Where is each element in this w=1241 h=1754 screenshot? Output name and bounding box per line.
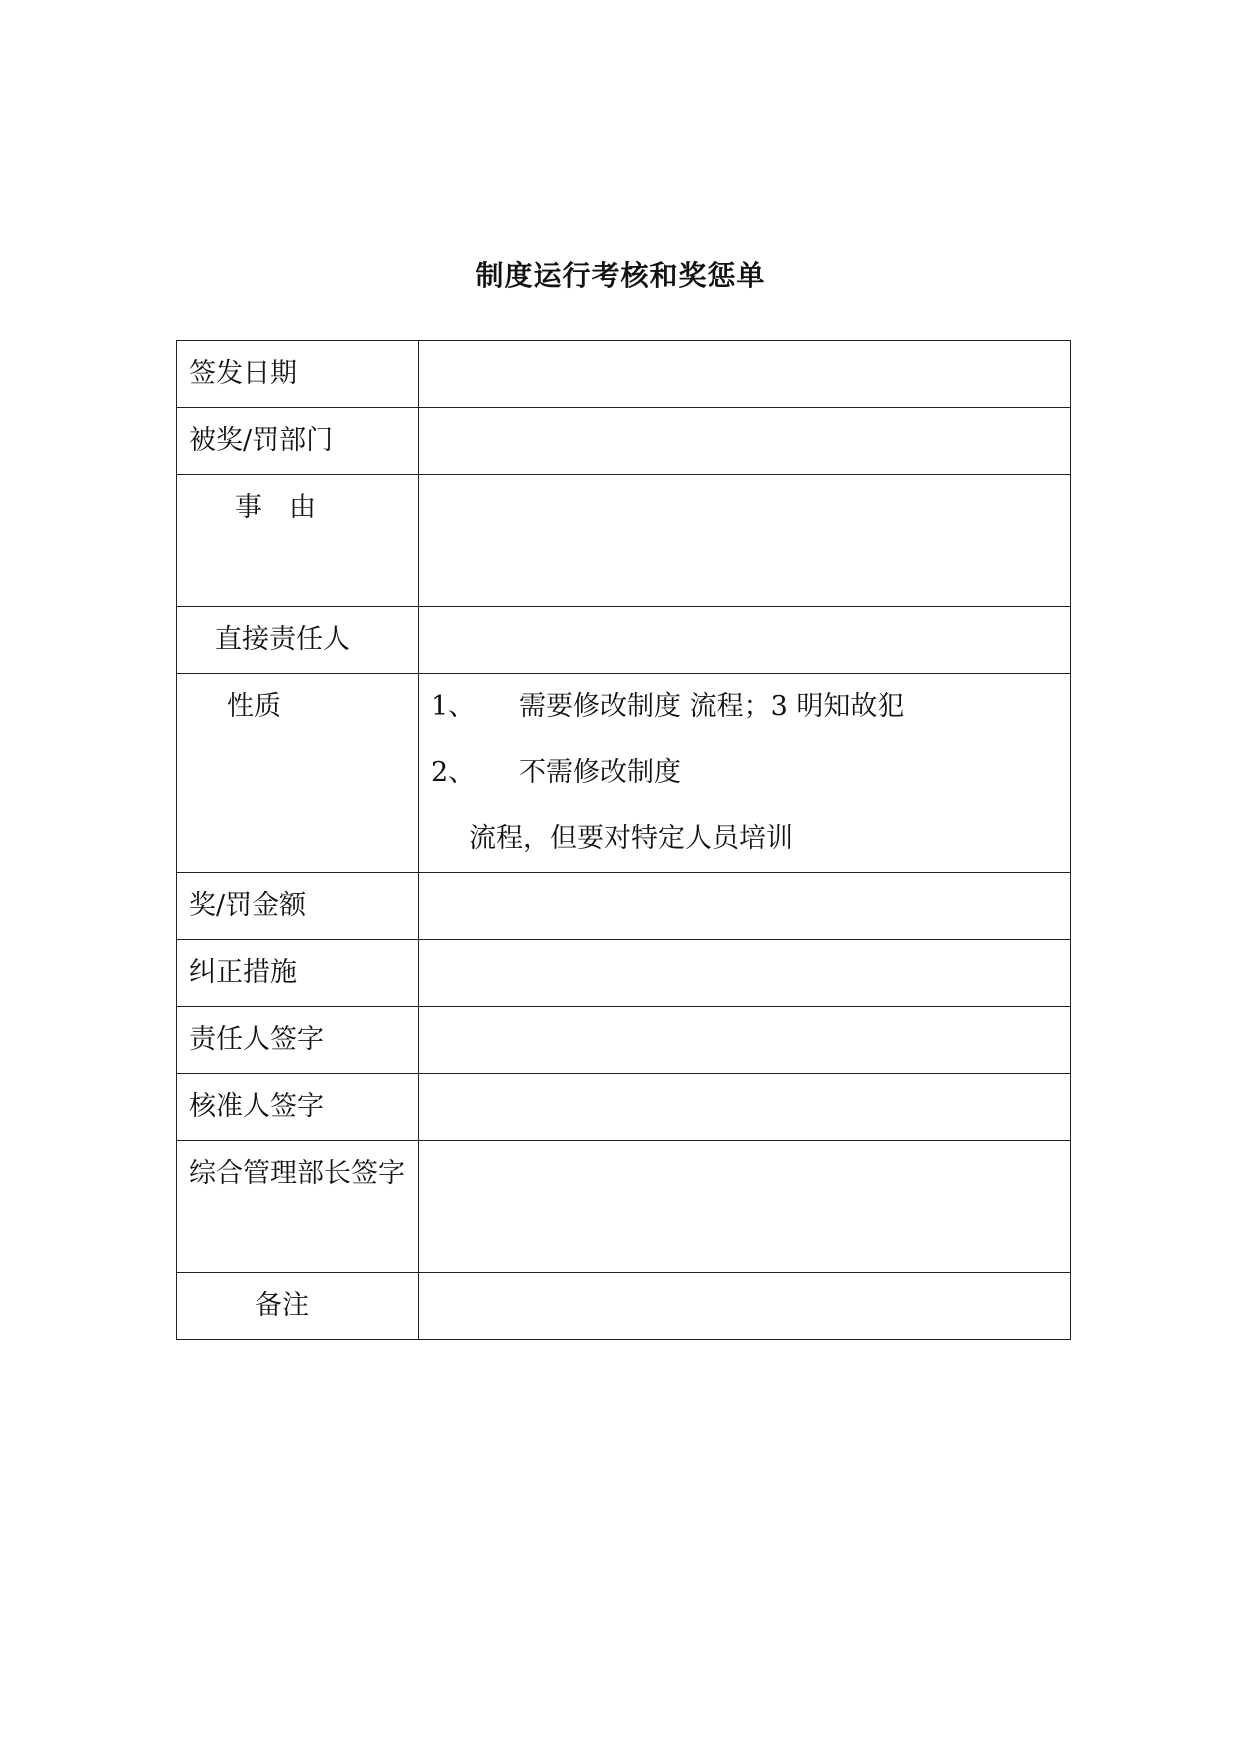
row-approver-signature (177, 1074, 1071, 1141)
label-nature: 性质 (177, 674, 419, 873)
reward-penalty-form (176, 340, 1071, 1340)
value-responsible-person[interactable] (419, 607, 1071, 674)
label-amount: 奖/罚金额 (177, 873, 419, 940)
row-amount (177, 873, 1071, 940)
value-resp-signature[interactable] (419, 1007, 1071, 1074)
value-nature (419, 674, 1071, 873)
nature-option-2-continued (431, 806, 1058, 872)
label-admin-signature: 综合管理部长签字 (177, 1141, 419, 1273)
label-reason: 事 由 (177, 475, 419, 607)
label-responsible-person: 直接责任人 (177, 607, 419, 674)
nature-option-2 (431, 740, 1058, 806)
nature-option-1-number: 1、 (431, 691, 476, 722)
row-responsible-person (177, 607, 1071, 674)
label-issue-date: 签发日期 (177, 341, 419, 408)
nature-option-2-continued-text: 流程，但要对特定人员培训 (469, 823, 793, 854)
value-approver-signature[interactable] (419, 1074, 1071, 1141)
row-department (177, 408, 1071, 475)
label-resp-signature: 责任人签字 (177, 1007, 419, 1074)
row-remarks (177, 1273, 1071, 1340)
value-corrective[interactable] (419, 940, 1071, 1007)
value-amount[interactable] (419, 873, 1071, 940)
page-title: 制度运行考核和奖惩单 (475, 259, 766, 292)
row-resp-signature (177, 1007, 1071, 1074)
row-admin-signature (177, 1141, 1071, 1273)
label-department: 被奖/罚部门 (177, 408, 419, 475)
label-approver-signature: 核准人签字 (177, 1074, 419, 1141)
nature-option-1-text: 需要修改制度 流程；3 明知故犯 (519, 691, 905, 722)
value-issue-date[interactable] (419, 341, 1071, 408)
row-nature (177, 674, 1071, 873)
nature-option-2-text: 不需修改制度 (519, 757, 681, 788)
value-admin-signature[interactable] (419, 1141, 1071, 1273)
value-remarks[interactable] (419, 1273, 1071, 1340)
row-issue-date (177, 341, 1071, 408)
value-department[interactable] (419, 408, 1071, 475)
nature-option-1 (431, 674, 1058, 740)
nature-option-2-number: 2、 (431, 757, 476, 788)
label-corrective: 纠正措施 (177, 940, 419, 1007)
row-corrective (177, 940, 1071, 1007)
row-reason (177, 475, 1071, 607)
label-remarks: 备注 (177, 1273, 419, 1340)
value-reason[interactable] (419, 475, 1071, 607)
